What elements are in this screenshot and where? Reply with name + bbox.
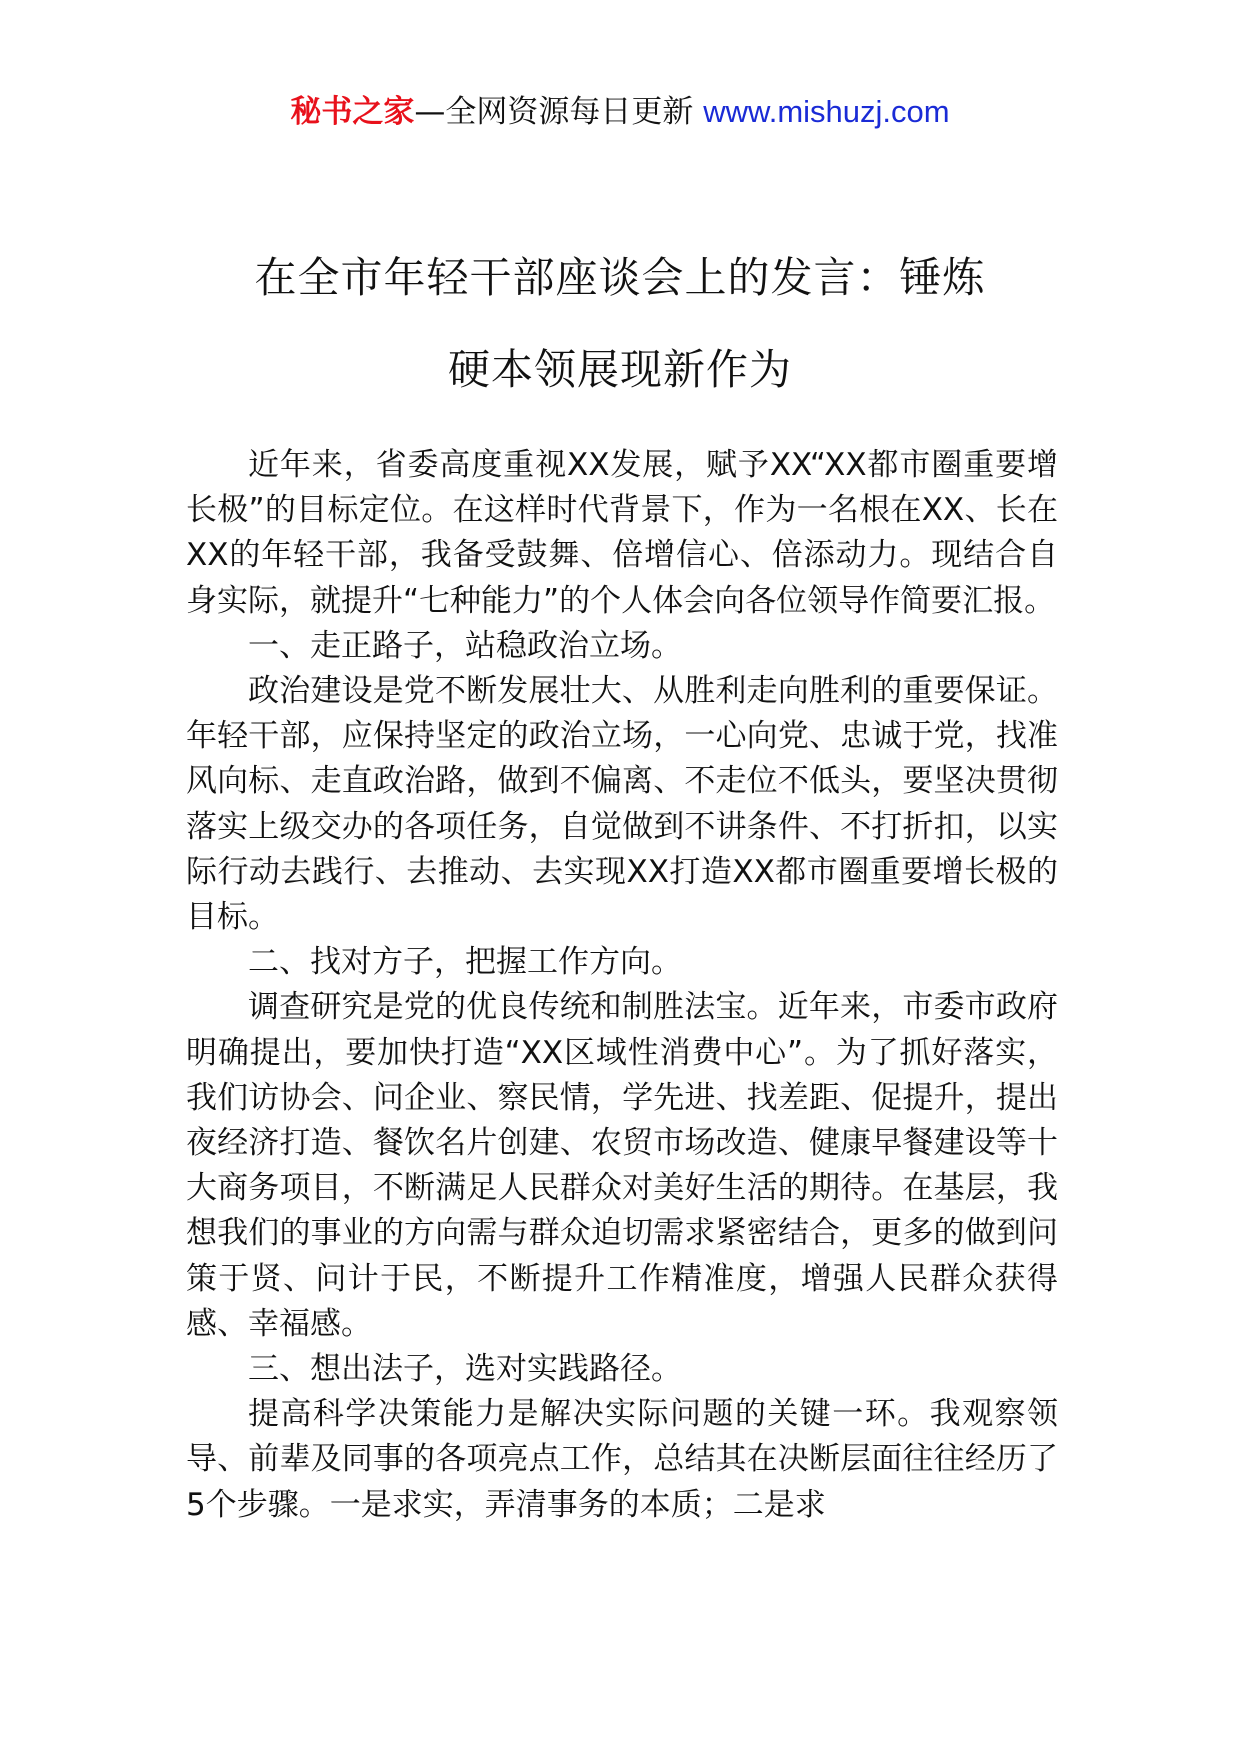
document-title <box>150 232 1090 416</box>
paragraph-section-3: 提高科学决策能力是解决实际问题的关键一环。我观察领导、前辈及同事的各项亮点工作，总结其在决断层面往往经历了5个步骤。一是求实，弄清事务的本质；二是求 <box>186 1396 1058 1523</box>
paragraph-section-2: 调查研究是党的优良传统和制胜法宝。近年来，市委市政府明确提出，要加快打造“XX区域性消费中心”。为了抓好落实，我们访协会、问企业、察民情，学先进、找差距、促提升，提出夜经济打造、餐饮名片创建、农贸市场改造、健康早餐建设等十大商务项目，不断满足人民群众对美好生活的期待。在基层，我想我们的事业的方向需与群众迫切需求紧密结合，更多的做到问策于贤、问计于民，不断提升工作精准度，增强人民群众获得感、幸福感。 <box>186 989 1058 1342</box>
paragraph-intro: 近年来，省委高度重视XX发展，赋予XX“XX都市圈重要增长极”的目标定位。在这样时代背景下，作为一名根在XX、长在XX的年轻干部，我备受鼓舞、倍增信心、倍添动力。现结合自身实际，就提升“七种能力”的个人体会向各位领导作简要汇报。 <box>186 447 1058 619</box>
site-header <box>0 92 1240 132</box>
site-brand: 秘书之家 <box>290 94 415 130</box>
title-line-2: 硬本领展现新作为 <box>447 345 792 394</box>
site-url-link[interactable]: www.mishuzj.com <box>703 94 950 129</box>
site-slogan: —全网资源每日更新 <box>414 94 694 130</box>
section-heading-3: 三、想出法子，选对实践路径。 <box>248 1351 682 1388</box>
title-line-1: 在全市年轻干部座谈会上的发言：锤炼 <box>254 253 986 302</box>
section-heading-2: 二、找对方子，把握工作方向。 <box>248 944 682 981</box>
document-body <box>186 443 1058 1528</box>
section-heading-1: 一、走正路子，站稳政治立场。 <box>248 627 682 664</box>
paragraph-section-1: 政治建设是党不断发展壮大、从胜利走向胜利的重要保证。年轻干部，应保持坚定的政治立场，一心向党、忠诚于党，找准风向标、走直政治路，做到不偏离、不走位不低头，要坚决贯彻落实上级交办的各项任务，自觉做到不讲条件、不打折扣，以实际行动去践行、去推动、去实现XX打造XX都市圈重要增长极的目标。 <box>186 673 1058 936</box>
